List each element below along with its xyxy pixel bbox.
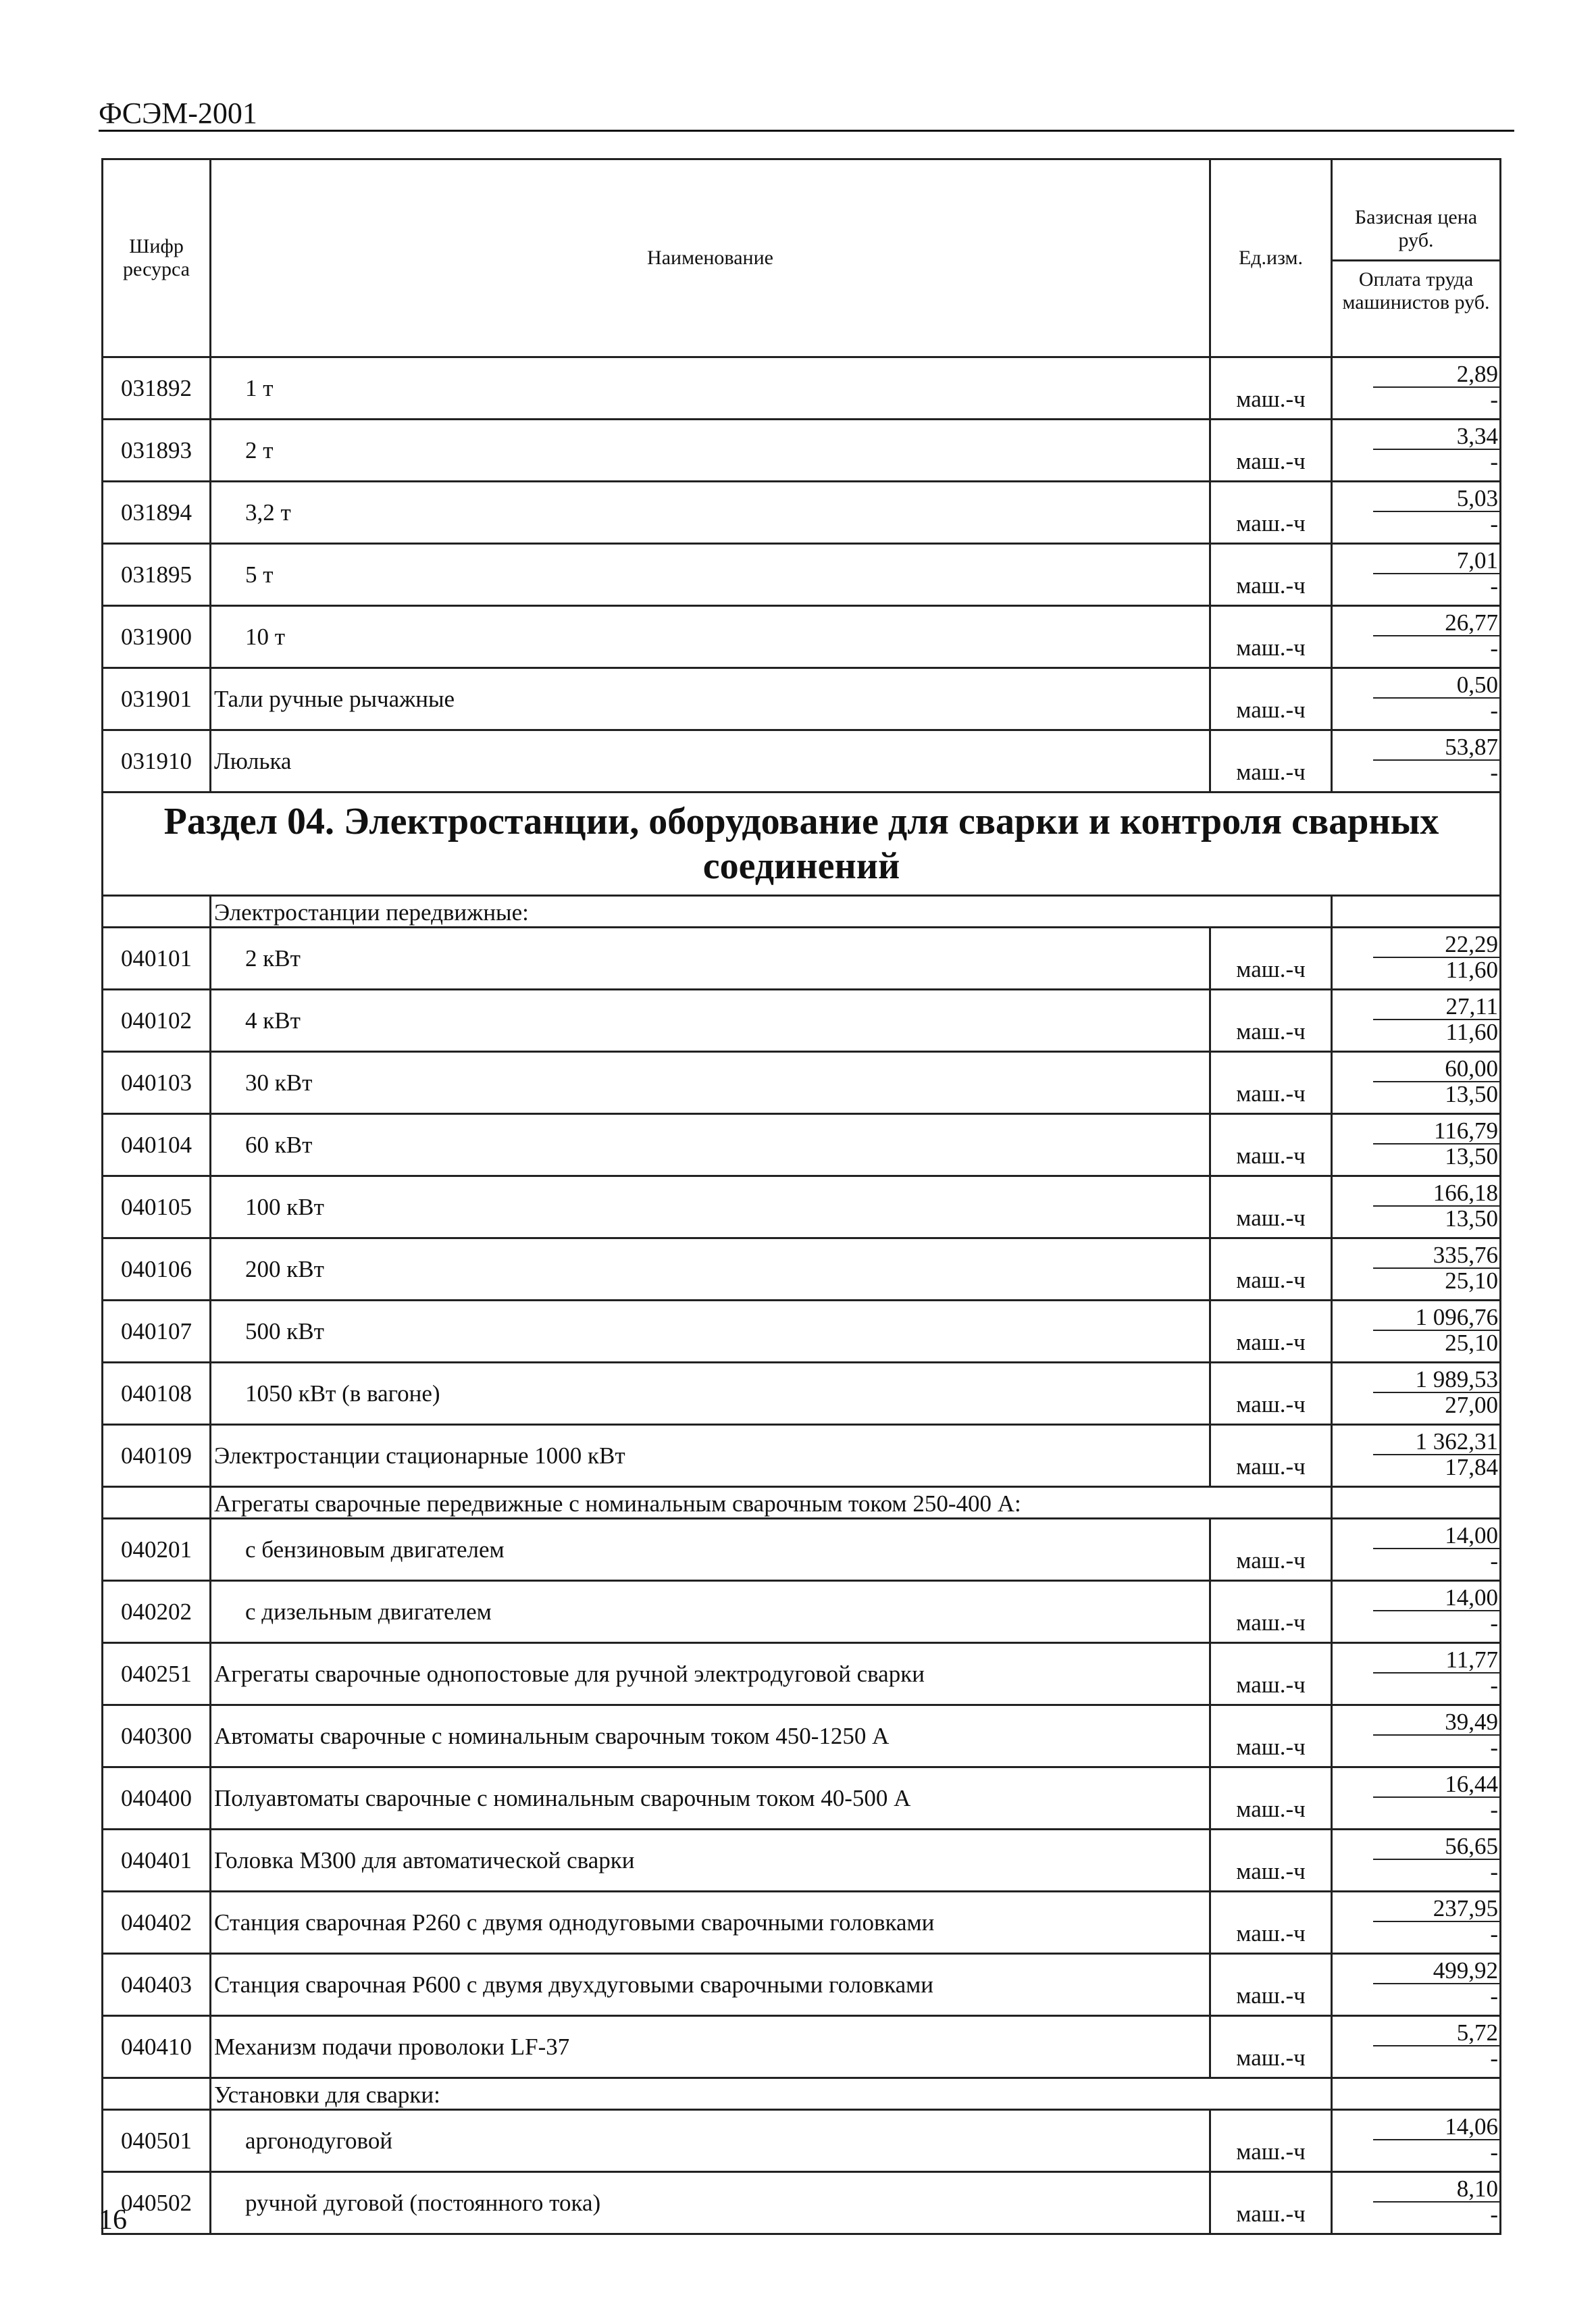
base-price: 166,18 (1373, 1177, 1499, 1207)
base-price: 7,01 (1373, 545, 1499, 574)
operator-wage: - (1490, 386, 1498, 413)
table-row (103, 1425, 1501, 1487)
resource-unit: маш.-ч (1210, 606, 1332, 668)
resource-name-cell (211, 730, 1210, 793)
operator-wage: - (1490, 1983, 1498, 2009)
resource-code: 040502 (103, 2172, 211, 2234)
resource-code: 040109 (103, 1425, 211, 1487)
operator-wage: 27,00 (1445, 1392, 1498, 1418)
table-row (103, 990, 1501, 1052)
table-row (103, 1705, 1501, 1767)
base-price: 3,34 (1373, 420, 1499, 450)
operator-wage: - (1490, 1610, 1498, 1636)
group-row (103, 896, 1501, 928)
resource-unit: маш.-ч (1210, 1052, 1332, 1114)
resource-code: 040402 (103, 1892, 211, 1954)
base-price: 53,87 (1373, 731, 1499, 761)
resource-name-cell (211, 2016, 1210, 2078)
operator-wage: - (1490, 635, 1498, 661)
resource-code: 031894 (103, 482, 211, 544)
resource-code: 040400 (103, 1767, 211, 1830)
resource-name-cell (211, 1767, 1210, 1830)
table-row (103, 1519, 1501, 1581)
table-row (103, 1830, 1501, 1892)
resource-name-cell (211, 544, 1210, 606)
table-row (103, 2172, 1501, 2234)
resource-name: 500 кВт (245, 1317, 324, 1344)
operator-wage: 11,60 (1445, 957, 1498, 983)
column-header-base-price: Базисная цена руб. (1333, 197, 1499, 261)
resource-code: 040107 (103, 1301, 211, 1363)
resource-code: 040501 (103, 2110, 211, 2172)
operator-wage: 25,10 (1445, 1267, 1498, 1294)
resource-code: 040102 (103, 990, 211, 1052)
resource-code: 040103 (103, 1052, 211, 1114)
resource-code: 031895 (103, 544, 211, 606)
table-row (103, 544, 1501, 606)
operator-wage: 13,50 (1445, 1205, 1498, 1232)
document-header (99, 95, 1514, 132)
resource-price-cell (1332, 420, 1501, 482)
column-header-name: Наименование (211, 159, 1210, 357)
resource-unit: маш.-ч (1210, 1643, 1332, 1705)
group-title-cell (211, 896, 1332, 928)
resource-name-cell (211, 2110, 1210, 2172)
base-price: 14,06 (1373, 2111, 1499, 2140)
resource-name: Головка М300 для автоматической сварки (214, 1846, 635, 1873)
group-title-cell (211, 2078, 1332, 2110)
group-row (103, 1487, 1501, 1519)
resource-unit: маш.-ч (1210, 2110, 1332, 2172)
column-header-price (1332, 159, 1501, 357)
resource-name-cell (211, 2172, 1210, 2234)
resource-name-cell (211, 1830, 1210, 1892)
resource-name: 1 т (245, 374, 274, 401)
operator-wage: - (1490, 1859, 1498, 1885)
group-row (103, 2078, 1501, 2110)
operator-wage: - (1490, 2045, 1498, 2071)
resource-price-cell (1332, 1238, 1501, 1301)
resource-price-cell (1332, 1830, 1501, 1892)
resource-name: 4 кВт (245, 1007, 301, 1034)
resource-unit: маш.-ч (1210, 357, 1332, 420)
resource-name-cell (211, 482, 1210, 544)
resource-unit: маш.-ч (1210, 1830, 1332, 1892)
group-code-empty (103, 896, 211, 928)
table-row (103, 730, 1501, 793)
resource-name: 100 кВт (245, 1193, 324, 1220)
resource-unit: маш.-ч (1210, 2172, 1332, 2234)
operator-wage: 11,60 (1445, 1019, 1498, 1045)
resource-name: Электростанции стационарные 1000 кВт (214, 1442, 625, 1469)
table-row (103, 1892, 1501, 1954)
resource-name: Тали ручные рычажные (214, 685, 455, 712)
resource-unit: маш.-ч (1210, 1767, 1332, 1830)
operator-wage: - (1490, 1796, 1498, 1823)
group-code-empty (103, 1487, 211, 1519)
resource-price-cell (1332, 990, 1501, 1052)
group-title-cell (211, 1487, 1332, 1519)
resource-name-cell (211, 357, 1210, 420)
resource-price-cell (1332, 1767, 1501, 1830)
resource-unit: маш.-ч (1210, 990, 1332, 1052)
base-price: 22,29 (1373, 928, 1499, 958)
resource-name: Автоматы сварочные с номинальным сварочным током 450-1250 А (214, 1722, 890, 1749)
group-title: Электростанции передвижные: (214, 899, 529, 926)
resource-name: с дизельным двигателем (245, 1598, 492, 1625)
table-row (103, 2110, 1501, 2172)
resource-name: 2 кВт (245, 945, 301, 972)
resource-name-cell (211, 1363, 1210, 1425)
base-price: 26,77 (1373, 607, 1499, 636)
resource-name-cell (211, 1301, 1210, 1363)
page-number: 16 (99, 2205, 127, 2236)
resource-unit: маш.-ч (1210, 1954, 1332, 2016)
resource-code: 040300 (103, 1705, 211, 1767)
base-price: 499,92 (1373, 1955, 1499, 1984)
resource-name-cell (211, 1176, 1210, 1238)
operator-wage: 17,84 (1445, 1454, 1498, 1480)
resource-price-cell (1332, 668, 1501, 730)
group-title: Агрегаты сварочные передвижные с номинальным сварочным током 250-400 А: (214, 1490, 1021, 1517)
resource-price-cell (1332, 1705, 1501, 1767)
resource-price-cell (1332, 1301, 1501, 1363)
base-price: 1 989,53 (1373, 1363, 1499, 1393)
table-row (103, 1052, 1501, 1114)
resource-unit: маш.-ч (1210, 928, 1332, 990)
base-price: 335,76 (1373, 1239, 1499, 1269)
resource-name-cell (211, 990, 1210, 1052)
group-price-empty (1332, 2078, 1501, 2110)
resource-unit: маш.-ч (1210, 482, 1332, 544)
table-header-row (103, 159, 1501, 357)
resource-code: 040202 (103, 1581, 211, 1643)
resource-price-cell (1332, 1892, 1501, 1954)
resource-name-cell (211, 1581, 1210, 1643)
resource-name-cell (211, 1114, 1210, 1176)
base-price: 8,10 (1373, 2173, 1499, 2203)
resource-code: 040108 (103, 1363, 211, 1425)
resource-name: 3,2 т (245, 499, 291, 526)
operator-wage: - (1490, 2139, 1498, 2165)
operator-wage: - (1490, 573, 1498, 599)
resource-price-cell (1332, 1052, 1501, 1114)
table-row (103, 482, 1501, 544)
base-price: 5,03 (1373, 482, 1499, 512)
resource-name-cell (211, 1238, 1210, 1301)
resource-name: с бензиновым двигателем (245, 1536, 505, 1563)
operator-wage: - (1490, 449, 1498, 475)
resource-price-cell (1332, 1176, 1501, 1238)
resource-name-cell (211, 420, 1210, 482)
table-row (103, 928, 1501, 990)
resource-price-cell (1332, 1425, 1501, 1487)
table-row (103, 668, 1501, 730)
resource-price-cell (1332, 2016, 1501, 2078)
base-price: 14,00 (1373, 1582, 1499, 1611)
resource-unit: маш.-ч (1210, 1519, 1332, 1581)
resource-price-cell (1332, 2110, 1501, 2172)
resource-name: Агрегаты сварочные однопостовые для ручной электродуговой сварки (214, 1660, 925, 1687)
resource-price-cell (1332, 482, 1501, 544)
resource-price-cell (1332, 1519, 1501, 1581)
resource-code: 040101 (103, 928, 211, 990)
resource-price-cell (1332, 1581, 1501, 1643)
operator-wage: - (1490, 1672, 1498, 1699)
resource-unit: маш.-ч (1210, 1114, 1332, 1176)
resource-name: Механизм подачи проволоки LF-37 (214, 2033, 570, 2060)
resource-name: Люлька (214, 747, 292, 774)
resource-code: 031892 (103, 357, 211, 420)
resource-price-cell (1332, 606, 1501, 668)
table-row (103, 1114, 1501, 1176)
resource-name-cell (211, 1643, 1210, 1705)
section-row (103, 793, 1501, 896)
resource-name: 60 кВт (245, 1131, 313, 1158)
base-price: 5,72 (1373, 2017, 1499, 2046)
table-row (103, 1954, 1501, 2016)
resource-name-cell (211, 1519, 1210, 1581)
operator-wage: - (1490, 1921, 1498, 1947)
resource-code: 031893 (103, 420, 211, 482)
resource-name: 200 кВт (245, 1255, 324, 1282)
resource-price-cell (1332, 357, 1501, 420)
resource-price-cell (1332, 1363, 1501, 1425)
resource-name: 5 т (245, 561, 274, 588)
group-title: Установки для сварки: (214, 2082, 440, 2108)
base-price: 60,00 (1373, 1053, 1499, 1082)
resource-name: 1050 кВт (в вагоне) (245, 1380, 440, 1407)
resource-name: 2 т (245, 436, 274, 463)
table-row (103, 1767, 1501, 1830)
base-price: 0,50 (1373, 669, 1499, 699)
base-price: 2,89 (1373, 358, 1499, 388)
resource-name-cell (211, 1954, 1210, 2016)
table-row (103, 2016, 1501, 2078)
resource-code: 040401 (103, 1830, 211, 1892)
resource-price-cell (1332, 730, 1501, 793)
table-row (103, 1581, 1501, 1643)
resource-name: ручной дуговой (постоянного тока) (245, 2189, 601, 2216)
base-price: 116,79 (1373, 1115, 1499, 1145)
resource-name: аргонодуговой (245, 2127, 393, 2154)
resource-name-cell (211, 1892, 1210, 1954)
resource-unit: маш.-ч (1210, 1363, 1332, 1425)
table-row (103, 1301, 1501, 1363)
resource-price-cell (1332, 1114, 1501, 1176)
group-price-empty (1332, 1487, 1501, 1519)
operator-wage: - (1490, 2201, 1498, 2228)
table-row (103, 357, 1501, 420)
resource-code: 031900 (103, 606, 211, 668)
resource-unit: маш.-ч (1210, 2016, 1332, 2078)
base-price: 14,00 (1373, 1519, 1499, 1549)
resource-name-cell (211, 1705, 1210, 1767)
resource-price-cell (1332, 2172, 1501, 2234)
operator-wage: 13,50 (1445, 1081, 1498, 1107)
document-title: ФСЭМ-2001 (99, 97, 257, 130)
resource-code: 040104 (103, 1114, 211, 1176)
operator-wage: 13,50 (1445, 1143, 1498, 1169)
resource-price-cell (1332, 928, 1501, 990)
resource-code: 040410 (103, 2016, 211, 2078)
resource-unit: маш.-ч (1210, 1176, 1332, 1238)
resource-unit: маш.-ч (1210, 1892, 1332, 1954)
resource-code: 031910 (103, 730, 211, 793)
resource-table (101, 158, 1501, 2235)
base-price: 1 096,76 (1373, 1301, 1499, 1331)
base-price: 16,44 (1373, 1768, 1499, 1798)
resource-name-cell (211, 928, 1210, 990)
resource-name-cell (211, 606, 1210, 668)
operator-wage: - (1490, 511, 1498, 537)
resource-name: Полуавтоматы сварочные с номинальным сварочным током 40-500 А (214, 1784, 911, 1811)
column-header-unit: Ед.изм. (1210, 159, 1332, 357)
resource-price-cell (1332, 1643, 1501, 1705)
resource-unit: маш.-ч (1210, 668, 1332, 730)
resource-unit: маш.-ч (1210, 1425, 1332, 1487)
resource-code: 031901 (103, 668, 211, 730)
table-row (103, 420, 1501, 482)
resource-price-cell (1332, 544, 1501, 606)
operator-wage: 25,10 (1445, 1330, 1498, 1356)
base-price: 27,11 (1373, 990, 1499, 1020)
group-price-empty (1332, 896, 1501, 928)
operator-wage: - (1490, 759, 1498, 786)
table-row (103, 606, 1501, 668)
table-row (103, 1643, 1501, 1705)
resource-unit: маш.-ч (1210, 730, 1332, 793)
resource-name-cell (211, 1052, 1210, 1114)
resource-name-cell (211, 1425, 1210, 1487)
base-price: 237,95 (1373, 1892, 1499, 1922)
resource-name-cell (211, 668, 1210, 730)
base-price: 56,65 (1373, 1830, 1499, 1860)
resource-unit: маш.-ч (1210, 544, 1332, 606)
resource-unit: маш.-ч (1210, 420, 1332, 482)
resource-price-cell (1332, 1954, 1501, 2016)
base-price: 11,77 (1373, 1644, 1499, 1674)
column-header-operator-wage: Оплата труда машинистов руб. (1342, 268, 1490, 313)
table-body (103, 357, 1501, 2234)
resource-unit: маш.-ч (1210, 1238, 1332, 1301)
resource-unit: маш.-ч (1210, 1581, 1332, 1643)
resource-code: 040105 (103, 1176, 211, 1238)
resource-unit: маш.-ч (1210, 1705, 1332, 1767)
base-price: 39,49 (1373, 1706, 1499, 1736)
resource-code: 040201 (103, 1519, 211, 1581)
column-header-code: Шифр ресурса (103, 159, 211, 357)
resource-name: Станция сварочная Р600 с двумя двухдуговыми сварочными головками (214, 1971, 934, 1998)
resource-name: 30 кВт (245, 1069, 313, 1096)
resource-code: 040403 (103, 1954, 211, 2016)
operator-wage: - (1490, 1548, 1498, 1574)
resource-unit: маш.-ч (1210, 1301, 1332, 1363)
operator-wage: - (1490, 1734, 1498, 1761)
table-row (103, 1363, 1501, 1425)
resource-name: 10 т (245, 623, 286, 650)
resource-name: Станция сварочная Р260 с двумя однодуговыми сварочными головками (214, 1909, 935, 1936)
operator-wage: - (1490, 697, 1498, 724)
group-code-empty (103, 2078, 211, 2110)
base-price: 1 362,31 (1373, 1426, 1499, 1455)
table-row (103, 1176, 1501, 1238)
resource-code: 040251 (103, 1643, 211, 1705)
table-row (103, 1238, 1501, 1301)
section-title: Раздел 04. Электростанции, оборудование для сварки и контроля сварных соединений (103, 793, 1501, 896)
resource-code: 040106 (103, 1238, 211, 1301)
